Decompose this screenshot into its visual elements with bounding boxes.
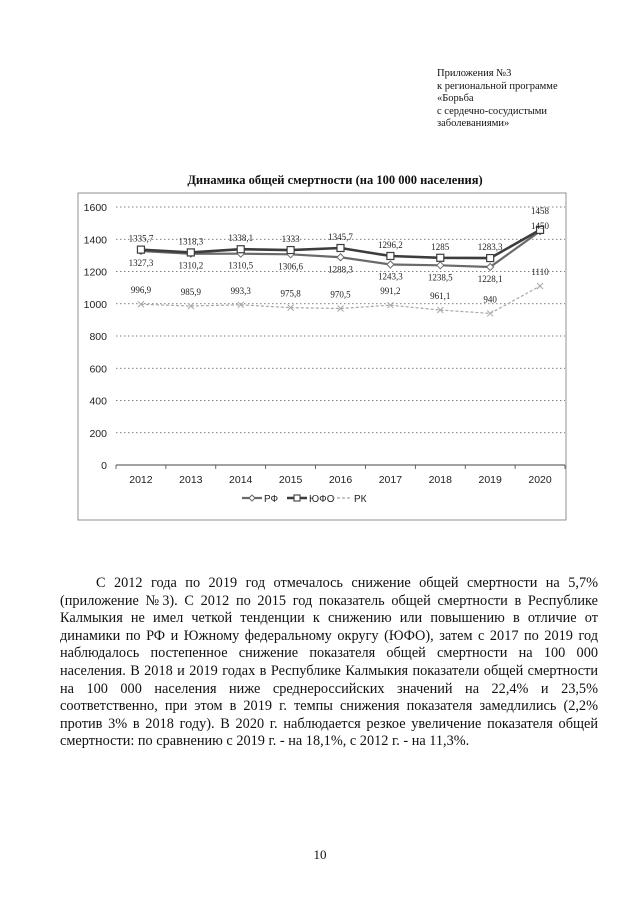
y-tick-label: 1200 — [83, 266, 107, 279]
appendix-line: заболеваниями» — [437, 118, 510, 129]
page-number: 10 — [313, 847, 327, 862]
legend-label: ЮФО — [309, 494, 335, 505]
data-label-ufo: 1458 — [531, 205, 550, 216]
appendix-line: к региональной программе — [437, 80, 558, 92]
data-label-rf: 1310,5 — [228, 260, 254, 271]
x-tick-label: 2013 — [179, 474, 203, 486]
data-label-rk: 961,1 — [430, 291, 451, 302]
data-label-rk: 985,9 — [180, 287, 201, 298]
data-label-rk: 975,8 — [280, 288, 301, 299]
legend-label: РФ — [264, 494, 279, 505]
data-label-ufo: 1318,3 — [178, 236, 204, 247]
x-tick-label: 2014 — [229, 474, 253, 486]
data-label-ufo: 1333 — [281, 234, 300, 245]
y-tick-label: 200 — [89, 427, 107, 440]
data-label-rf: 1327,3 — [128, 257, 154, 268]
x-tick-label: 2016 — [328, 474, 353, 486]
x-tick-label: 2012 — [129, 474, 153, 486]
y-tick-label: 600 — [89, 363, 107, 376]
legend-label: РК — [354, 494, 367, 505]
data-label-ufo: 1285 — [431, 241, 450, 252]
appendix-line: с сердечно-сосудистыми — [437, 105, 548, 117]
chart-title: Динамика общей смертности (на 100 000 населения) — [187, 173, 483, 187]
y-tick-label: 1400 — [83, 234, 107, 247]
data-label-rk: 993,3 — [230, 285, 251, 296]
data-point — [187, 249, 194, 256]
y-tick-label: 400 — [89, 395, 107, 408]
data-point — [487, 255, 494, 262]
data-label-ufo: 1338,1 — [228, 233, 254, 244]
legend-marker — [249, 495, 255, 501]
data-label-rk: 940 — [483, 294, 497, 305]
data-label-rk: 970,5 — [330, 289, 351, 300]
y-tick-label: 1000 — [83, 298, 107, 311]
data-point — [237, 246, 244, 253]
data-label-rf: 1288,3 — [328, 264, 353, 275]
x-tick-label: 2020 — [528, 474, 552, 486]
data-label-rf: 1310,2 — [178, 260, 204, 271]
data-point — [337, 254, 344, 261]
data-point — [437, 254, 444, 261]
data-label-ufo: 1345,7 — [328, 232, 353, 243]
data-point — [387, 261, 394, 268]
data-label-rf: 1238,5 — [427, 272, 453, 283]
data-label-ufo: 1283,3 — [477, 242, 503, 253]
x-tick-label: 2015 — [278, 474, 303, 486]
x-tick-label: 2017 — [378, 474, 403, 486]
y-tick-label: 0 — [101, 460, 107, 472]
data-label-rk: 1110 — [531, 267, 549, 278]
data-point — [437, 262, 444, 269]
data-label-rf: 1306,6 — [278, 261, 303, 272]
data-point — [387, 252, 394, 259]
data-point — [137, 246, 144, 253]
data-point — [537, 283, 543, 289]
appendix-line: Приложения №3 — [437, 68, 512, 79]
data-label-ufo: 1296,2 — [378, 239, 403, 250]
data-point — [337, 245, 344, 252]
appendix-line: «Борьба — [437, 93, 474, 104]
data-label-ufo: 1335,7 — [128, 233, 154, 244]
y-tick-label: 1600 — [83, 202, 107, 214]
y-tick-label: 800 — [89, 331, 107, 343]
data-label-rk: 996,9 — [130, 285, 152, 296]
data-label-rf: 1243,3 — [378, 271, 403, 282]
data-point — [287, 247, 294, 254]
x-tick-label: 2018 — [428, 474, 452, 486]
data-label-rf: 1450 — [531, 221, 550, 232]
body-paragraph: С 2012 года по 2019 год отмечалось снижение общей смертности на 5,7% (приложение №3). С 2012 по 2015 год показатель общей смертности в Республике Калмыкия не имел четкой тенденции к снижению или повышению в отличие от динамики по РФ и Южному федеральному округу (ЮФО), затем с 2017 по 2019 год наблюдалось постепенное снижение показателя общей смертности на 100 000 населения. В 2018 и 2019 годах в Республике Калмыкия показатели общей смертности на 100 000 населения ниже среднероссийских значений на 22,4% и 23,5% соответственно, при этом в 2019 г. темпы снижения показателя замедлились (2,2% против 3% в 2018 году). В 2020 г. наблюдается резкое увеличение показателя общей смертности: по сравнению с 2019 г. - на 18,1%, с 2012 г. - на 11,3%. — [60, 575, 598, 750]
legend-marker — [294, 495, 300, 501]
data-label-rf: 1228,1 — [477, 273, 503, 284]
data-label-rk: 991,2 — [380, 286, 401, 297]
x-tick-label: 2019 — [478, 474, 502, 486]
body-text — [60, 575, 598, 751]
